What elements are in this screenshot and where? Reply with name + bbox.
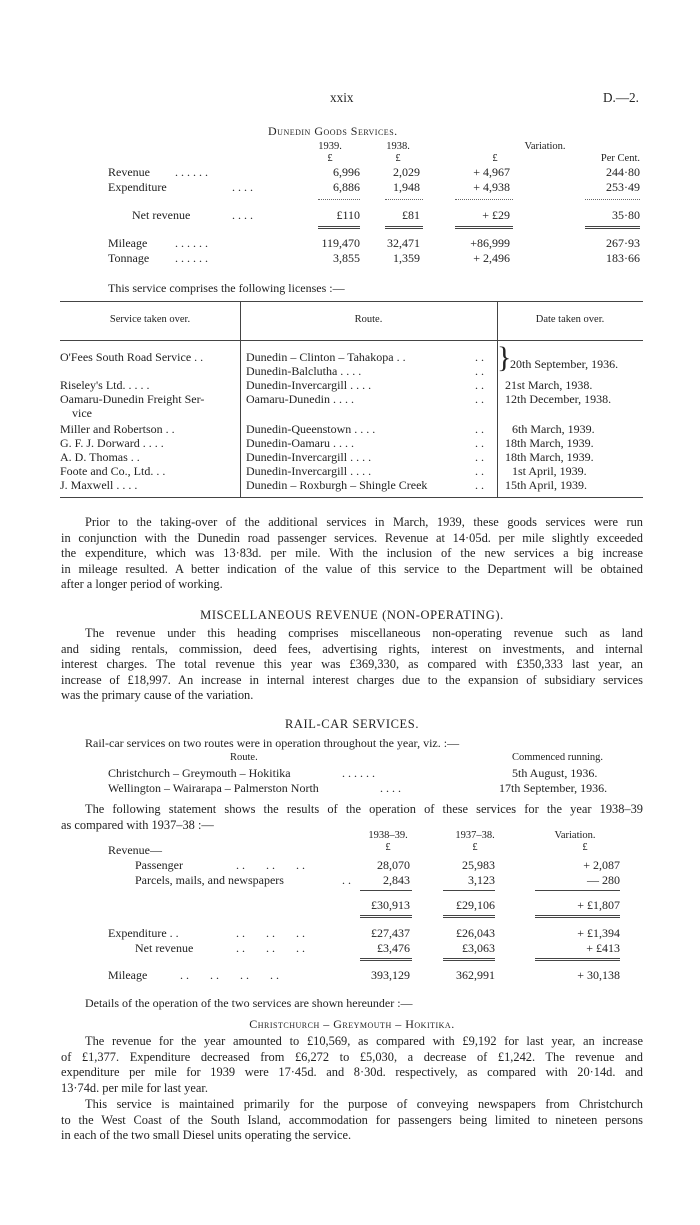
goods-col-1938: 1938. bbox=[386, 141, 410, 152]
goods-col-variation: Variation. bbox=[524, 141, 566, 152]
goods-currency-1939: £ bbox=[327, 153, 333, 164]
header-date-taken-over: Date taken over. bbox=[535, 314, 605, 325]
railcar-title: RAIL-CAR SERVICES. bbox=[284, 717, 420, 731]
misc-paragraph: The revenue under this heading comprises miscellaneous non-operating revenue such as land and siding rentals, commission, deed fees, advertising rights, interest on investments, and internal interest charges. The total revenue this year was £369,330, as compared with £350,333 last year, an increase of £18,997. An increase in internal interest charges due to the expansion of subsidiary services was the primary cause of the variation. bbox=[61, 626, 643, 703]
cgh-title: Christchurch – Greymouth – Hokitika. bbox=[249, 1017, 455, 1031]
page-number: xxix bbox=[330, 90, 354, 105]
railcar-revenue-label: Revenue— bbox=[108, 843, 162, 857]
railcar-commenced-head: Commenced running. bbox=[512, 752, 603, 763]
goods-currency-variation: £ bbox=[492, 153, 498, 164]
railcar-route-head: Route. bbox=[230, 752, 258, 763]
goods-col-1939: 1939. bbox=[318, 141, 342, 152]
railcar-col-variation: Variation. bbox=[554, 830, 596, 841]
cgh-paragraph-2: This service is maintained primarily for the purpose of conveying newspapers from Christchurch to the West Coast of the South Island, accommodation for passengers being limited to nineteen persons in each of the two small Diesel units operating the service. bbox=[61, 1097, 643, 1143]
railcar-details: Details of the operation of the two services are shown hereunder :— bbox=[85, 996, 413, 1010]
brace-icon: } bbox=[497, 341, 512, 374]
railcar-statement: The following statement shows the results of the operation of these services for the year 1938–39 as compared with 1937–38 :— bbox=[61, 802, 643, 832]
goods-commentary: Prior to the taking-over of the additional services in March, 1939, these goods services were run in conjunction with the Dunedin road passenger services. Revenue at 14·05d. per mile slightly exceeded the expenditure, which was 13·83d. per mile. With the inclusion of the new services a big increase in mileage resulted. A better indication of the value of this service to the Department will be obtained after a longer period of working. bbox=[61, 515, 643, 592]
header-route: Route. bbox=[354, 314, 383, 325]
goods-percent-head: Per Cent. bbox=[600, 153, 640, 164]
table-top-rule bbox=[60, 301, 643, 302]
railcar-col-1938-39: 1938–39. bbox=[368, 830, 408, 841]
cgh-paragraph-1: The revenue for the year amounted to £10,569, as compared with £9,192 for last year, an increase of £1,377. Expenditure decreased from £6,272 to £5,030, a decrease of £1,242. The revenue and expenditure per mile for 1939 were 17·45d. and 8·30d. respectively, as compared with 20·14d. and 13·74d. per mile for last year. bbox=[61, 1034, 643, 1095]
railcar-col-1937-38: 1937–38. bbox=[455, 830, 495, 841]
table-bottom-rule bbox=[60, 497, 643, 498]
goods-title: Dunedin Goods Services. bbox=[268, 124, 398, 138]
railcar-intro: Rail-car services on two routes were in operation throughout the year, viz. :— bbox=[85, 736, 460, 750]
misc-title: MISCELLANEOUS REVENUE (NON-OPERATING). bbox=[200, 608, 504, 622]
licenses-intro: This service comprises the following licenses :— bbox=[108, 281, 345, 295]
goods-currency-1938: £ bbox=[395, 153, 401, 164]
header-service-taken-over: Service taken over. bbox=[109, 314, 191, 325]
document-reference: D.—2. bbox=[603, 90, 639, 105]
